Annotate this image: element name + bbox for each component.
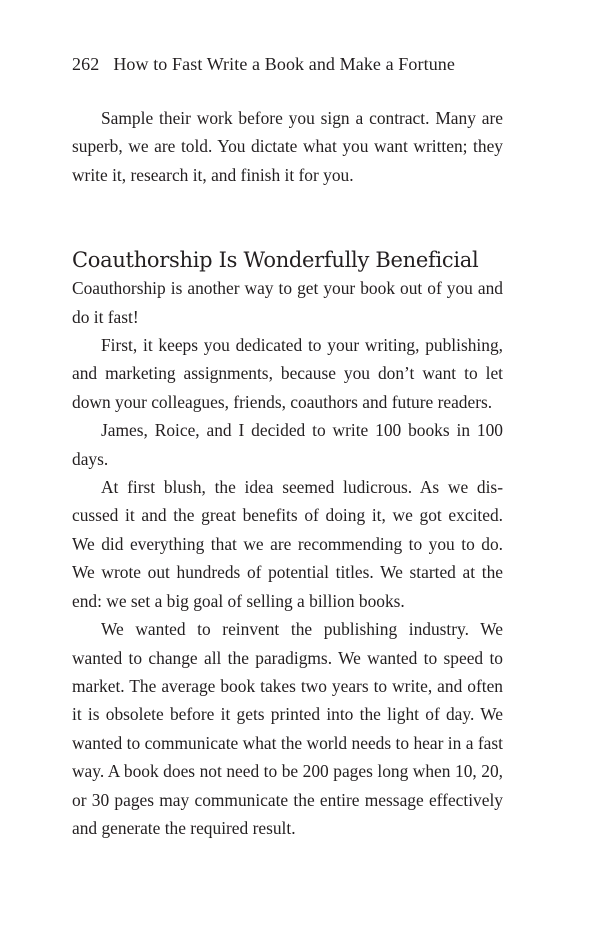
intro-paragraph: Sample their work before you sign a contract. Many are superb, we are told. You dictate what you want written; they write it, research it, and finish it for you.: [72, 108, 503, 185]
book-page: [72, 52, 503, 842]
page-number: 262: [72, 54, 100, 74]
paragraph: James, Roice, and I decided to write 100 books in 100 days.: [72, 420, 503, 469]
section-body: [72, 274, 503, 842]
paragraph: At first blush, the idea seemed ludicrous. As we discussed it and the great benefits of doing it, we got excited. We did everything that we are recommending to you to do. We wrote out hundreds of potential titles. We started at the end: we set a big goal of selling a billion books.: [72, 477, 503, 611]
intro-text: [72, 104, 503, 189]
running-head: [72, 52, 503, 76]
paragraph: We wanted to reinvent the publishing industry. We wanted to change all the paradigms. We wanted to speed to market. The average book takes two years to write, and often it is obsolete before it gets printed into the light of day. We wanted to communicate what the world needs to hear in a fast way. A book does not need to be 200 pages long when 10, 20, or 30 pages may communicate the entire message effectively and generate the required result.: [72, 619, 503, 838]
paragraph: Coauthorship is another way to get your book out of you and do it fast!: [72, 278, 503, 327]
running-head-title: How to Fast Write a Book and Make a Fortune: [113, 54, 455, 74]
section-heading: Coauthorship Is Wonderfully Beneficial: [72, 248, 479, 273]
paragraph: First, it keeps you dedicated to your writing, publishing, and marketing assignments, because you don’t want to let down your colleagues, friends, coauthors and future readers.: [72, 335, 503, 412]
